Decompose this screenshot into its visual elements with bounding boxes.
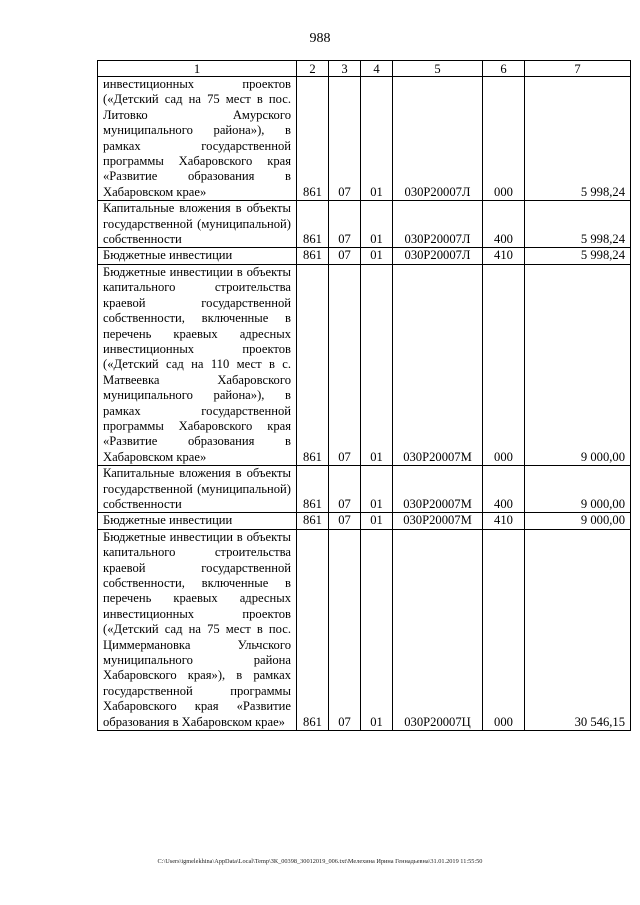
table-row	[98, 248, 631, 264]
column-header-4: 4	[361, 61, 393, 77]
row-amount-cell: 5 998,24	[525, 201, 631, 248]
row-grbs-cell: 861	[297, 466, 329, 513]
row-grbs-cell: 861	[297, 201, 329, 248]
table-row	[98, 466, 631, 513]
row-name-cell: Бюджетные инвестиции	[98, 513, 297, 529]
column-header-1: 1	[98, 61, 297, 77]
row-amount-cell: 30 546,15	[525, 529, 631, 730]
table-header-row	[98, 61, 631, 77]
row-subsection-cell: 01	[361, 77, 393, 201]
column-header-2: 2	[297, 61, 329, 77]
row-subsection-cell: 01	[361, 466, 393, 513]
row-name-cell: инвестиционных проектов («Детский сад на 75 мест в пос. Литовко Амурского муниципального района»), в рамках государственной программы Хабаровского края «Развитие образования в Хабаровском крае»	[98, 77, 297, 201]
table-row	[98, 529, 631, 730]
row-subsection-cell: 01	[361, 264, 393, 465]
row-expense-type-cell: 410	[483, 513, 525, 529]
row-section-cell: 07	[329, 77, 361, 201]
column-header-6: 6	[483, 61, 525, 77]
row-expense-type-cell: 400	[483, 466, 525, 513]
row-subsection-cell: 01	[361, 248, 393, 264]
row-amount-cell: 5 998,24	[525, 77, 631, 201]
row-expense-type-cell: 000	[483, 264, 525, 465]
row-section-cell: 07	[329, 264, 361, 465]
row-name-cell: Бюджетные инвестиции в объекты капитального строительства краевой государственной собственности, включенные в перечень краевых адресных инвестиционных проектов («Детский сад на 110 мест в с. Матвеевка Хабаровского муниципального района»), в рамках государственной программы Хабаровского края «Развитие образования в Хабаровском крае»	[98, 264, 297, 465]
row-target-article-cell: 030Р20007Ц	[393, 529, 483, 730]
row-grbs-cell: 861	[297, 248, 329, 264]
row-subsection-cell: 01	[361, 513, 393, 529]
row-expense-type-cell: 400	[483, 201, 525, 248]
row-target-article-cell: 030Р20007Л	[393, 77, 483, 201]
table-row	[98, 201, 631, 248]
row-target-article-cell: 030Р20007М	[393, 466, 483, 513]
row-subsection-cell: 01	[361, 201, 393, 248]
row-subsection-cell: 01	[361, 529, 393, 730]
row-amount-cell: 5 998,24	[525, 248, 631, 264]
row-grbs-cell: 861	[297, 513, 329, 529]
row-section-cell: 07	[329, 513, 361, 529]
row-amount-cell: 9 000,00	[525, 264, 631, 465]
row-section-cell: 07	[329, 529, 361, 730]
table-row	[98, 264, 631, 465]
row-name-cell: Бюджетные инвестиции в объекты капитального строительства краевой государственной собственности, включенные в перечень краевых адресных инвестиционных проектов («Детский сад на 75 мест в пос. Циммермановка Ульчского муниципального района Хабаровского края»), в рамках государственной программы Хабаровского края «Развитие образования в Хабаровском крае»	[98, 529, 297, 730]
row-target-article-cell: 030Р20007М	[393, 513, 483, 529]
table-row	[98, 77, 631, 201]
row-target-article-cell: 030Р20007Л	[393, 201, 483, 248]
row-name-cell: Капитальные вложения в объекты государственной (муниципальной) собственности	[98, 466, 297, 513]
row-amount-cell: 9 000,00	[525, 513, 631, 529]
column-header-7: 7	[525, 61, 631, 77]
row-target-article-cell: 030Р20007Л	[393, 248, 483, 264]
row-section-cell: 07	[329, 248, 361, 264]
row-section-cell: 07	[329, 466, 361, 513]
column-header-5: 5	[393, 61, 483, 77]
row-target-article-cell: 030Р20007М	[393, 264, 483, 465]
row-expense-type-cell: 000	[483, 529, 525, 730]
row-amount-cell: 9 000,00	[525, 466, 631, 513]
row-name-cell: Капитальные вложения в объекты государственной (муниципальной) собственности	[98, 201, 297, 248]
row-grbs-cell: 861	[297, 529, 329, 730]
page-number: 988	[309, 31, 331, 46]
row-name-cell: Бюджетные инвестиции	[98, 248, 297, 264]
row-expense-type-cell: 410	[483, 248, 525, 264]
row-grbs-cell: 861	[297, 264, 329, 465]
footer-file-path: C:\Users\igmelekhina\AppData\Local\Temp\ЗК_00398_30012019_006.txt\Мелехина Ирина Геннадьевна\31.01.2019 11:55:50	[157, 858, 483, 865]
row-grbs-cell: 861	[297, 77, 329, 201]
row-expense-type-cell: 000	[483, 77, 525, 201]
row-section-cell: 07	[329, 201, 361, 248]
budget-table	[97, 60, 631, 731]
table-row	[98, 513, 631, 529]
column-header-3: 3	[329, 61, 361, 77]
